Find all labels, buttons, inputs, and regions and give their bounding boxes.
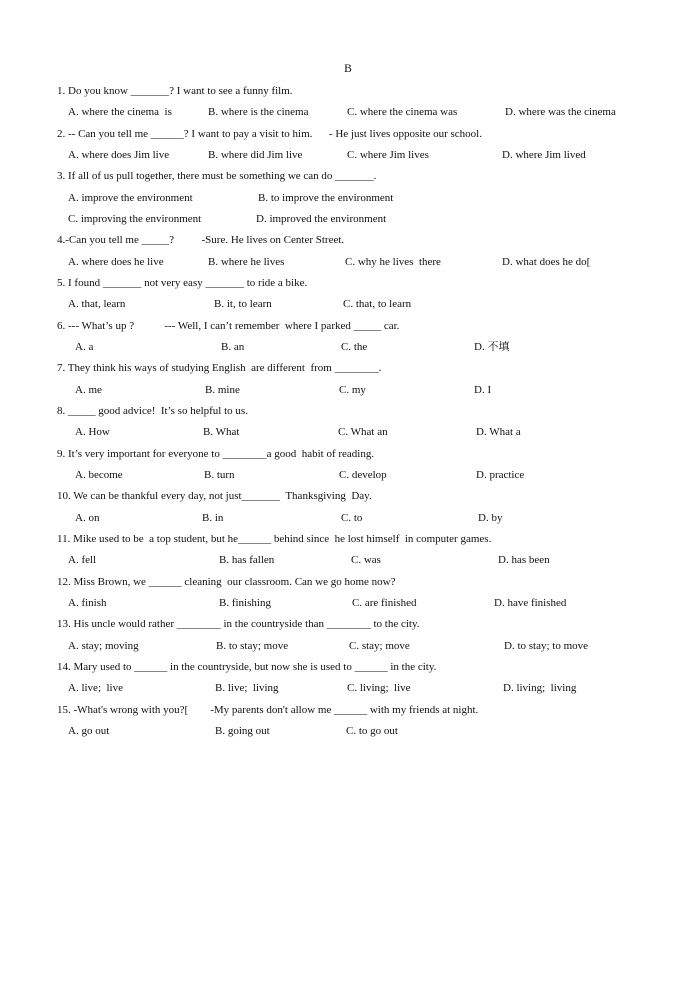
question-8-option-c: C. What an xyxy=(338,426,388,438)
question-3-option-a: A. improve the environment xyxy=(68,192,193,204)
question-6-option-b: B. an xyxy=(221,341,245,353)
question-7-option-d: D. I xyxy=(474,384,492,396)
question-5-text: 5. I found _______ not very easy _______ to ride a bike. xyxy=(57,277,308,289)
question-14-option-d: D. living; living xyxy=(503,682,577,694)
question-15-text: 15. -What's wrong with you?[ -My parents don't allow me ______ with my friends at night. xyxy=(57,704,479,716)
question-13-option-d: D. to stay; to move xyxy=(504,640,589,652)
question-6-text: 6. --- What’s up ? --- Well, I can’t remember where I parked _____ car. xyxy=(57,320,400,332)
question-9-option-d: D. practice xyxy=(476,469,525,481)
question-1-option-b: B. where is the cinema xyxy=(208,106,309,118)
question-15-option-a: A. go out xyxy=(68,725,110,737)
question-13-option-c: C. stay; move xyxy=(349,640,410,652)
question-10-text: 10. We can be thankful every day, not just_______ Thanksgiving Day. xyxy=(57,490,372,502)
question-9-option-c: C. develop xyxy=(339,469,387,481)
question-2-option-c: C. where Jim lives xyxy=(347,149,429,161)
question-2-option-d: D. where Jim lived xyxy=(502,149,586,161)
question-8-text: 8. _____ good advice! It’s so helpful to us. xyxy=(57,405,248,417)
question-3-text: 3. If all of us pull together, there must be something we can do _______. xyxy=(57,170,377,182)
question-8-option-b: B. What xyxy=(203,426,240,438)
question-6-option-d: D. 不填 xyxy=(474,341,510,353)
question-7-text: 7. They think his ways of studying English are different from ________. xyxy=(57,362,382,374)
question-5-option-c: C. that, to learn xyxy=(343,298,412,310)
question-3-option-d: D. improved the environment xyxy=(256,213,387,225)
question-7-option-a: A. me xyxy=(75,384,102,396)
question-2-option-a: A. where does Jim live xyxy=(68,149,170,161)
question-8-option-a: A. How xyxy=(75,426,110,438)
question-11-option-d: D. has been xyxy=(498,554,550,566)
question-4-option-d: D. what does he do[ xyxy=(502,256,591,268)
question-13-text: 13. His uncle would rather ________ in the countryside than ________ to the city. xyxy=(57,618,420,630)
question-4-option-c: C. why he lives there xyxy=(345,256,441,268)
question-12-option-d: D. have finished xyxy=(494,597,567,609)
question-7-option-c: C. my xyxy=(339,384,366,396)
question-1-option-a: A. where the cinema is xyxy=(68,106,172,118)
question-15-option-c: C. to go out xyxy=(346,725,398,737)
question-13-option-a: A. stay; moving xyxy=(68,640,139,652)
question-1-text: 1. Do you know _______? I want to see a funny film. xyxy=(57,85,293,97)
question-4-option-b: B. where he lives xyxy=(208,256,285,268)
question-11-text: 11. Mike used to be a top student, but he______ behind since he lost himself in computer games. xyxy=(57,533,492,545)
question-3-option-b: B. to improve the environment xyxy=(258,192,394,204)
question-11-option-b: B. has fallen xyxy=(219,554,275,566)
question-1-option-d: D. where was the cinema xyxy=(505,106,616,118)
question-6-option-a: A. a xyxy=(75,341,94,353)
question-6-option-c: C. the xyxy=(341,341,368,353)
question-2-text: 2. -- Can you tell me ______? I want to pay a visit to him. - He just lives opposite our school. xyxy=(57,128,482,140)
question-4-text: 4.-Can you tell me _____? -Sure. He lives on Center Street. xyxy=(57,234,345,246)
question-5-option-b: B. it, to learn xyxy=(214,298,272,310)
question-14-option-c: C. living; live xyxy=(347,682,411,694)
question-10-option-d: D. by xyxy=(478,512,503,524)
question-14-text: 14. Mary used to ______ in the countryside, but now she is used to ______ in the city. xyxy=(57,661,437,673)
question-11-option-a: A. fell xyxy=(68,554,97,566)
question-8-option-d: D. What a xyxy=(476,426,521,438)
question-12-option-a: A. finish xyxy=(68,597,107,609)
question-5-option-a: A. that, learn xyxy=(68,298,126,310)
question-9-text: 9. It’s very important for everyone to ________a good habit of reading. xyxy=(57,448,375,460)
question-10-option-b: B. in xyxy=(202,512,224,524)
question-4-option-a: A. where does he live xyxy=(68,256,164,268)
question-3-option-c: C. improving the environment xyxy=(68,213,202,225)
question-9-option-a: A. become xyxy=(75,469,123,481)
question-14-option-a: A. live; live xyxy=(68,682,123,694)
question-9-option-b: B. turn xyxy=(204,469,235,481)
question-10-option-a: A. on xyxy=(75,512,100,524)
question-7-option-b: B. mine xyxy=(205,384,240,396)
question-1-option-c: C. where the cinema was xyxy=(347,106,458,118)
question-2-option-b: B. where did Jim live xyxy=(208,149,303,161)
question-12-text: 12. Miss Brown, we ______ cleaning our classroom. Can we go home now? xyxy=(57,576,396,588)
question-11-option-c: C. was xyxy=(351,554,381,566)
question-12-option-b: B. finishing xyxy=(219,597,271,609)
question-13-option-b: B. to stay; move xyxy=(216,640,289,652)
section-title: B xyxy=(344,63,352,75)
question-15-option-b: B. going out xyxy=(215,725,270,737)
question-14-option-b: B. live; living xyxy=(215,682,279,694)
question-10-option-c: C. to xyxy=(341,512,363,524)
question-12-option-c: C. are finished xyxy=(352,597,417,609)
